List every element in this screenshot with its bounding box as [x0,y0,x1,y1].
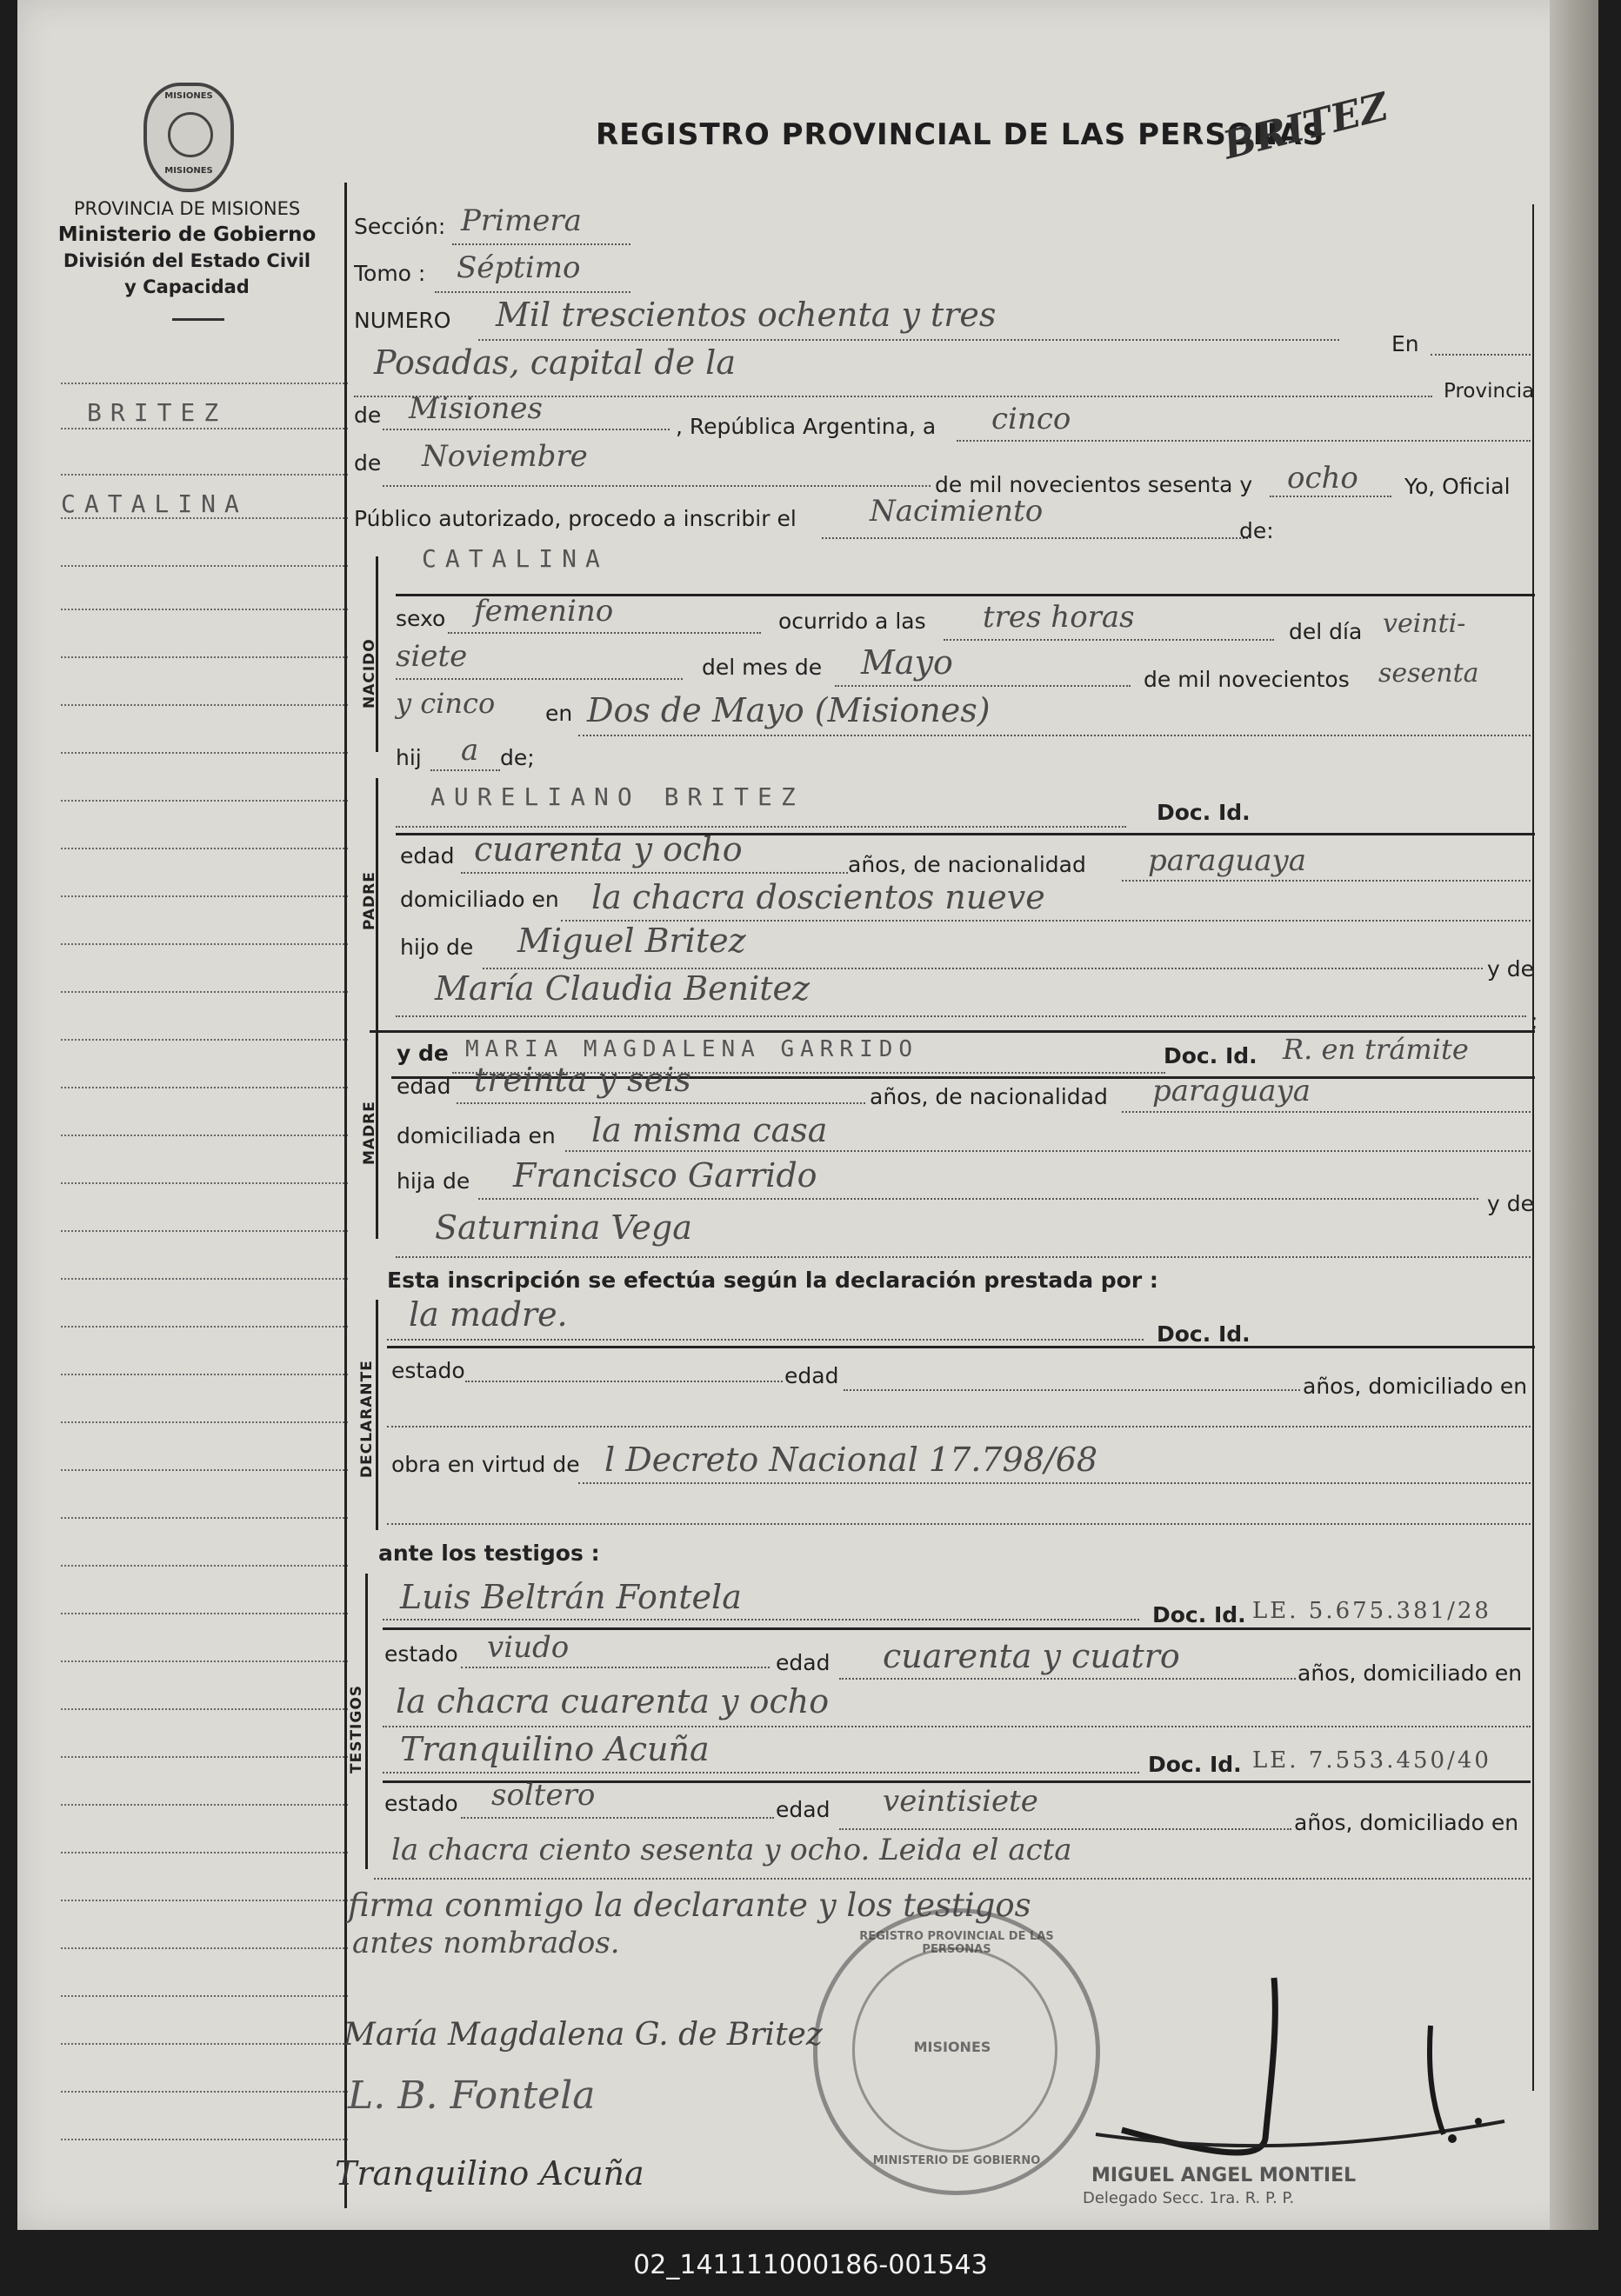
closing-line1: firma conmigo la declarante y los testigos [348,1887,1031,1924]
stamp-bottom-text: MINISTERIO DE GOBIERNO [872,2154,1041,2167]
padre-nacionalidad-value: paraguaya [1148,843,1306,878]
padre-name: AURELIANO BRITEZ [430,782,804,811]
declarante-intro: Esta inscripción se efectúa según la declaración prestada por : [387,1268,1158,1293]
stamp-ring-text: REGISTRO PROVINCIAL DE LAS PERSONAS [859,1930,1054,1956]
issuer-division: División del Estado Civil [63,250,311,271]
witness2-edad-label: edad [776,1797,831,1822]
testigos-label: TESTIGOS [348,1684,365,1774]
page-title: REGISTRO PROVINCIAL DE LAS PERSONAS [596,117,1325,152]
padre-y-de-label: y de [1487,956,1534,982]
en-label: En [1391,331,1419,356]
dia-value-a: veinti- [1383,609,1466,639]
stamp-center-text: MISIONES [913,2039,991,2055]
lugar-value: Dos de Mayo (Misiones) [587,691,991,729]
page-edge [1550,0,1598,2230]
madre-domicilio-label: domiciliada en [397,1123,556,1148]
de-label: de [354,403,382,428]
hora-value: tres horas [983,600,1135,635]
de-semicolon-label: de; [500,745,535,770]
official-signature [1087,1960,1574,2178]
dia-value-b: siete [396,639,468,674]
madre-doc-value: R. en trámite [1283,1033,1469,1066]
column-rule [344,183,347,2208]
madre-doc-label: Doc. Id. [1164,1043,1257,1068]
padre-mother-value: María Claudia Benitez [435,969,810,1008]
right-border [1532,204,1534,2091]
padre-domicilio-value: la chacra doscientos nueve [591,878,1045,916]
de-label-2: de [354,450,382,476]
witness2-domicilio-label: años, domiciliado en [1294,1810,1519,1835]
madre-name: MARIA MAGDALENA GARRIDO [465,1036,919,1062]
issuer-divider [172,318,224,321]
declarante-edad-label: edad [784,1363,839,1388]
seccion-label: Sección: [354,214,446,239]
official-title: Delegado Secc. 1ra. R. P. P. [1083,2189,1295,2207]
padre-label: PADRE [361,871,378,930]
witness2-estado-label: estado [384,1791,458,1816]
image-id-caption: 02_141111000186-001543 [0,2234,1621,2296]
padre-domicilio-label: domiciliado en [400,887,559,912]
declarante-estado-label: estado [391,1358,465,1383]
padre-nacionalidad-label: años, de nacionalidad [848,852,1086,877]
witness2-doc-value: LE. 7.553.450/40 [1252,1747,1491,1774]
madre-hija-label: hija de [397,1168,470,1194]
provincia-label: Provincia [1444,380,1535,403]
witness2-name: Tranquilino Acuña [400,1730,710,1768]
place-value: Posadas, capital de la [374,343,736,382]
nacido-label: NACIDO [361,638,378,709]
declarante-name: la madre. [409,1295,568,1334]
tomo-label: Tomo : [354,261,426,286]
issuer-ministry: Ministerio de Gobierno [57,223,317,246]
seccion-value: Primera [461,203,582,238]
padre-hijo-label: hijo de [400,935,474,960]
witness2-estado-value: soltero [491,1778,596,1813]
witness1-estado-label: estado [384,1641,458,1667]
numero-label: NUMERO [354,308,451,333]
signature-witness1: L. B. Fontela [348,2073,596,2118]
madre-mother-value: Saturnina Vega [435,1208,692,1247]
sexo-value: femenino [474,594,614,629]
mil-label: de mil novecientos [1144,667,1350,692]
padre-father-value: Miguel Britez [517,922,746,960]
witness1-estado-value: viudo [487,1630,570,1665]
madre-domicilio-value: la misma casa [591,1111,828,1149]
document-page [17,0,1583,2230]
witness1-doc-value: LE. 5.675.381/28 [1252,1598,1491,1624]
testigos-intro: ante los testigos : [378,1541,600,1566]
sexo-label: sexo [396,606,446,631]
numero-value: Mil trescientos ochenta y tres [496,296,997,334]
witness2-doc-label: Doc. Id. [1148,1752,1242,1777]
issuer-province: PROVINCIA DE MISIONES [73,198,301,219]
padre-edad-value: cuarenta y ocho [474,830,743,868]
padre-semicolon: ; [1531,1008,1538,1034]
witness1-edad-value: cuarenta y cuatro [883,1637,1180,1675]
provincial-seal [143,83,234,192]
seal-top-text: MISIONES [164,91,213,101]
seal-emblem [168,112,213,157]
ocurrido-label: ocurrido a las [778,609,926,634]
act-value: Nacimiento [870,494,1044,529]
declarante-domicilio-label: años, domiciliado en [1303,1374,1528,1399]
padre-edad-label: edad [400,843,455,868]
year-value: ocho [1287,461,1358,496]
en-label-nacido: en [545,701,573,726]
tomo-value: Séptimo [457,250,581,285]
month-value: Noviembre [422,439,588,474]
declarante-label: DECLARANTE [358,1360,376,1478]
issuer-capacity: y Capacidad [124,276,250,297]
anio-value-b: y cinco [396,687,496,720]
declarante-doc-label: Doc. Id. [1157,1321,1251,1347]
madre-edad-label: edad [397,1074,451,1099]
closing-line2: antes nombrados. [352,1926,620,1960]
witness1-domicilio-label: años, domiciliado en [1297,1660,1523,1686]
del-mes-label: del mes de [702,655,823,680]
witness1-domicilio-value: la chacra cuarenta y ocho [396,1682,830,1720]
hij-value: a [461,733,479,768]
signature-witness2: Tranquilino Acuña [335,2154,644,2193]
margin-given-name: CATALINA [61,489,248,518]
madre-father-value: Francisco Garrido [513,1156,817,1195]
madre-y-de-label: y de [397,1041,449,1066]
madre-edad-value: treinta y seis [474,1061,691,1099]
witness1-doc-label: Doc. Id. [1152,1602,1246,1627]
madre-nacionalidad-label: años, de nacionalidad [870,1084,1108,1109]
province-value: Misiones [409,391,543,426]
signature-mother: María Magdalena G. de Britez [344,2017,823,2053]
margin-surname: BRITEZ [87,398,228,427]
anio-value-a: sesenta [1378,658,1479,689]
madre-label: MADRE [361,1101,378,1165]
padre-doc-label: Doc. Id. [1157,800,1251,825]
republica-label: , República Argentina, a [676,414,937,439]
official-stamp [813,1908,1100,2195]
official-name: MIGUEL ANGEL MONTIEL [1091,2165,1357,2186]
witness2-edad-value: veintisiete [883,1784,1038,1819]
madre-y-de-label-2: y de [1487,1191,1534,1216]
witness2-domicilio-value: la chacra ciento sesenta y ocho. Leida el acta [391,1833,1072,1867]
oficial-label: Yo, Oficial [1404,474,1511,499]
year-label: de mil novecientos sesenta y [935,472,1253,497]
nacido-name: CATALINA [422,544,609,573]
witness1-edad-label: edad [776,1650,831,1675]
obra-label: obra en virtud de [391,1452,580,1477]
del-dia-label: del día [1289,619,1363,644]
publico-label: Público autorizado, procedo a inscribir el [354,506,797,531]
day-value: cinco [991,402,1071,436]
seal-bottom-text: MISIONES [164,166,213,176]
obra-value: l Decreto Nacional 17.798/68 [604,1441,1098,1479]
de-colon-label: de: [1239,518,1274,543]
hij-label: hij [396,745,422,770]
margin-annotation: BRITEZ [1218,84,1393,169]
issuer-block [35,196,339,300]
madre-nacionalidad-value: paraguaya [1152,1074,1311,1108]
witness1-name: Luis Beltrán Fontela [400,1578,742,1616]
mes-value: Mayo [861,643,953,682]
